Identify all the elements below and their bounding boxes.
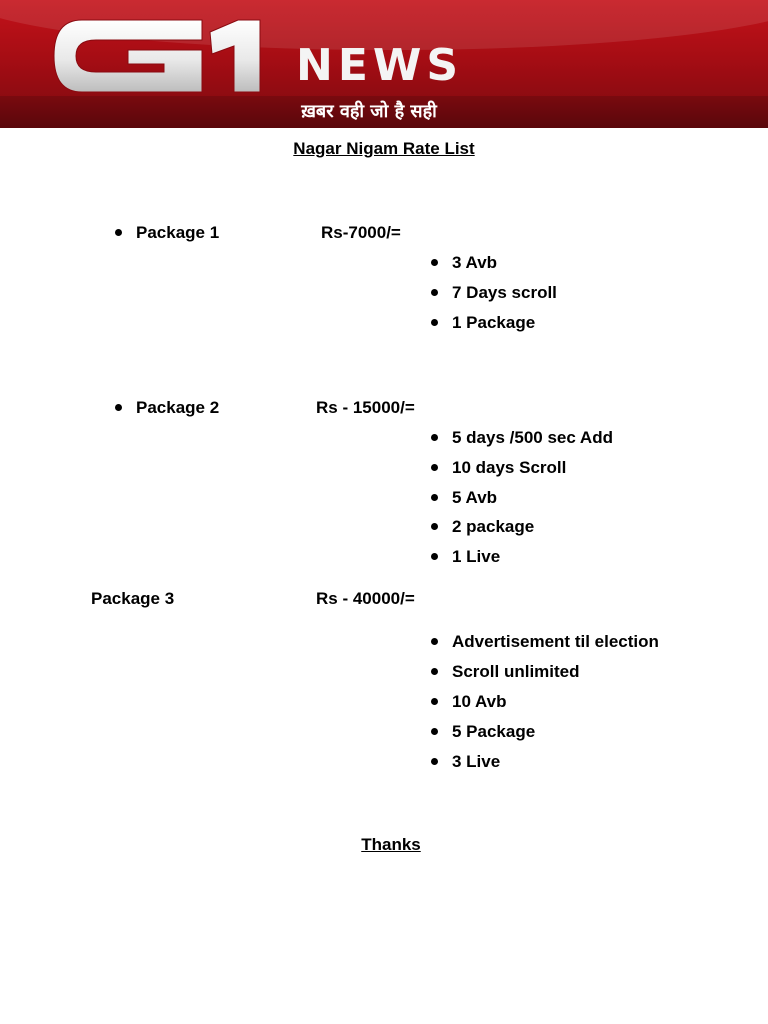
package-1-price: Rs-7000/= bbox=[321, 223, 401, 242]
package-3-name: Package 3 bbox=[91, 589, 175, 608]
bullet-icon bbox=[431, 698, 438, 705]
bullet-icon bbox=[431, 434, 438, 441]
bullet-icon bbox=[431, 728, 438, 735]
package-3-item: Advertisement til election bbox=[452, 632, 659, 651]
package-3-item: 3 Live bbox=[452, 752, 501, 771]
package-3-item: 5 Package bbox=[452, 722, 536, 741]
bullet-icon bbox=[431, 259, 438, 266]
bullet-icon bbox=[431, 464, 438, 471]
header-banner bbox=[0, 0, 768, 128]
package-1-item: 7 Days scroll bbox=[452, 283, 557, 302]
package-2-item: 5 days /500 sec Add bbox=[452, 428, 613, 447]
bullet-icon bbox=[431, 668, 438, 675]
package-3-item: 10 Avb bbox=[452, 692, 507, 711]
bullet-icon bbox=[431, 638, 438, 645]
closing-note bbox=[0, 835, 768, 855]
bullet-icon bbox=[431, 319, 438, 326]
bullet-icon bbox=[431, 289, 438, 296]
tagline bbox=[0, 98, 768, 126]
bullet-icon bbox=[115, 404, 122, 411]
package-2-item: 10 days Scroll bbox=[452, 458, 567, 477]
package-2-name: Package 2 bbox=[136, 398, 220, 417]
package-2-item: 5 Avb bbox=[452, 488, 498, 507]
closing-text: Thanks bbox=[361, 835, 421, 854]
bullet-icon bbox=[431, 523, 438, 530]
bullet-icon bbox=[431, 758, 438, 765]
package-3-price: Rs - 40000/= bbox=[316, 589, 415, 608]
package-2-item: 1 Live bbox=[452, 547, 501, 566]
logo-wordmark: NEWS bbox=[296, 40, 464, 91]
package-1-item: 1 Package bbox=[452, 313, 536, 332]
package-1-item: 3 Avb bbox=[452, 253, 498, 272]
package-3-item: Scroll unlimited bbox=[452, 662, 580, 681]
package-2-item: 2 package bbox=[452, 517, 535, 536]
g1-logo-icon bbox=[52, 18, 268, 94]
document-title bbox=[0, 139, 768, 159]
bullet-icon bbox=[115, 229, 122, 236]
document-title-text: Nagar Nigam Rate List bbox=[293, 139, 475, 158]
tagline-text: ख़बर वही जो है सही bbox=[301, 101, 437, 122]
bullet-icon bbox=[431, 494, 438, 501]
package-1-name: Package 1 bbox=[136, 223, 220, 242]
package-2-price: Rs - 15000/= bbox=[316, 398, 415, 417]
bullet-icon bbox=[431, 553, 438, 560]
